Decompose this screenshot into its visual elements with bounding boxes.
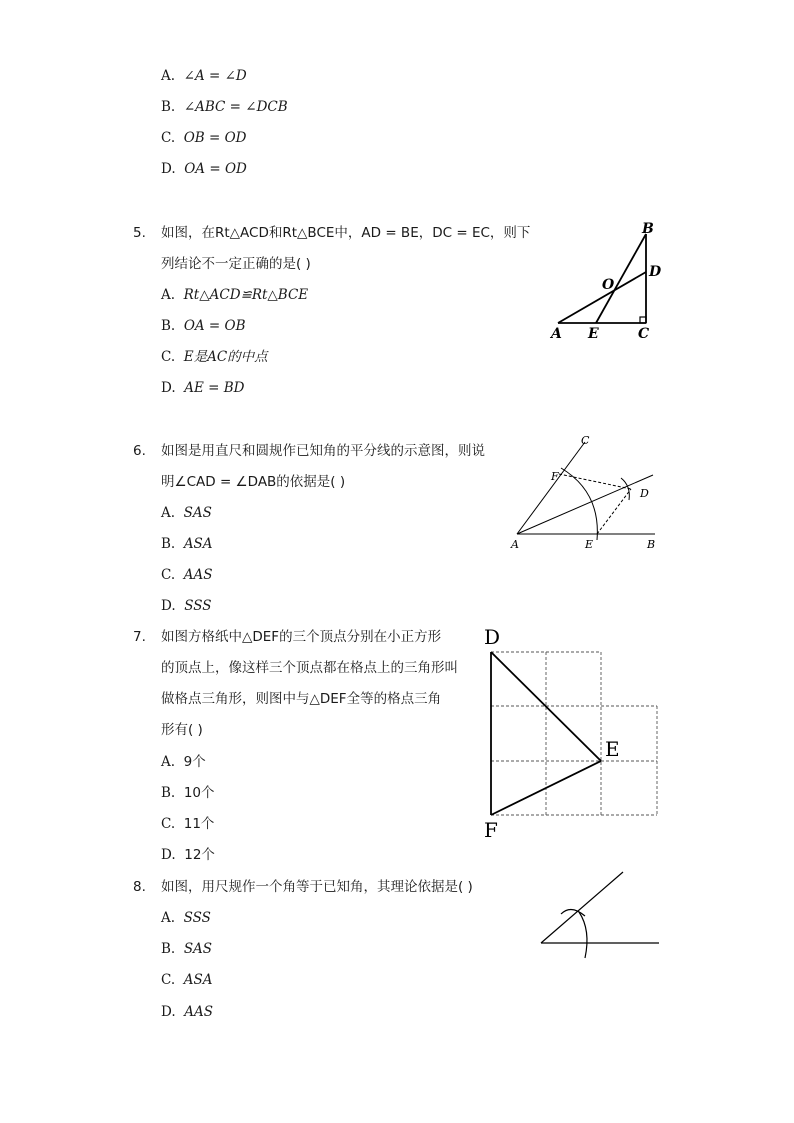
q6-label-e: E — [585, 538, 594, 551]
q5-label-b: B — [642, 221, 654, 237]
q5-label-o: O — [602, 277, 615, 293]
q5-label-a: A — [551, 326, 562, 342]
q6-option-a[interactable]: A. SAS — [161, 505, 212, 521]
q6-figure — [505, 430, 665, 554]
q6-stem-line1: 如图是用直尺和圆规作已知角的平分线的示意图，则说 — [161, 443, 485, 459]
q6-option-b[interactable]: B. ASA — [161, 536, 213, 552]
q4-option-b[interactable]: B. ∠ABC = ∠DCB — [161, 99, 288, 115]
q5-label-c: C — [638, 326, 650, 342]
q5-number: 5. — [133, 225, 146, 241]
q8-stem-line1: 如图，用尺规作一个角等于已知角，其理论依据是( ) — [161, 879, 473, 895]
q5-label-d: D — [649, 264, 662, 280]
q8-slanted-ray — [541, 872, 623, 943]
q5-stem-line2: 列结论不一定正确的是( ) — [161, 256, 311, 272]
q7-stem-line3: 做格点三角形，则图中与△DEF全等的格点三角 — [161, 691, 442, 707]
q8-option-a[interactable]: A. SSS — [161, 910, 211, 926]
q8-option-d[interactable]: D. AAS — [161, 1004, 213, 1020]
q8-number: 8. — [133, 879, 146, 895]
q7-label-f: F — [484, 818, 498, 842]
q5-option-b[interactable]: B. OA = OB — [161, 318, 246, 334]
q6-label-f: F — [551, 470, 559, 483]
q6-ray-ac — [517, 442, 585, 534]
q7-label-e: E — [605, 737, 620, 761]
q5-label-e: E — [588, 326, 599, 342]
q7-option-d[interactable]: D. 12个 — [161, 847, 215, 863]
q6-label-a: A — [511, 538, 519, 551]
q7-stem-line2: 的顶点上，像这样三个顶点都在格点上的三角形叫 — [161, 660, 458, 676]
q8-option-c[interactable]: C. ASA — [161, 972, 213, 988]
q6-dashed-fd — [559, 474, 631, 489]
q6-dashed-ed — [597, 489, 631, 534]
q8-option-b[interactable]: B. SAS — [161, 941, 213, 957]
q6-label-b: B — [647, 538, 656, 551]
q7-number: 7. — [133, 629, 146, 645]
q7-option-b[interactable]: B. 10个 — [161, 785, 215, 801]
q5-stem-line1: 如图，在Rt△ACD和Rt△BCE中，AD = BE，DC = EC，则下 — [161, 225, 531, 241]
q4-option-d[interactable]: D. OA = OD — [161, 161, 247, 177]
q6-ray-ad — [517, 475, 653, 534]
q6-number: 6. — [133, 443, 146, 459]
q6-option-d[interactable]: D. SSS — [161, 598, 212, 614]
q7-stem-line1: 如图方格纸中△DEF的三个顶点分别在小正方形 — [161, 629, 442, 645]
q7-option-c[interactable]: C. 11个 — [161, 816, 215, 832]
q6-arc-ef — [561, 468, 597, 540]
q5-figure — [548, 216, 668, 342]
q6-label-c: C — [581, 434, 590, 447]
q5-option-c[interactable]: C. E是AC的中点 — [161, 349, 268, 365]
q6-label-d: D — [640, 487, 649, 500]
q6-option-c[interactable]: C. AAS — [161, 567, 213, 583]
q6-stem-line2: 明∠CAD = ∠DAB的依据是( ) — [161, 474, 346, 490]
q7-label-d: D — [484, 625, 501, 649]
q5-option-a[interactable]: A. Rt△ACD≌Rt△BCE — [161, 287, 309, 303]
q7-stem-line4: 形有( ) — [161, 722, 203, 738]
q5-option-d[interactable]: D. AE = BD — [161, 380, 245, 396]
q7-option-a[interactable]: A. 9个 — [161, 754, 206, 770]
q8-compass-arc — [579, 912, 587, 958]
q4-option-a[interactable]: A. ∠A = ∠D — [161, 68, 247, 84]
q4-option-c[interactable]: C. OB = OD — [161, 130, 247, 146]
q7-figure — [480, 624, 664, 842]
q8-figure — [535, 866, 663, 966]
